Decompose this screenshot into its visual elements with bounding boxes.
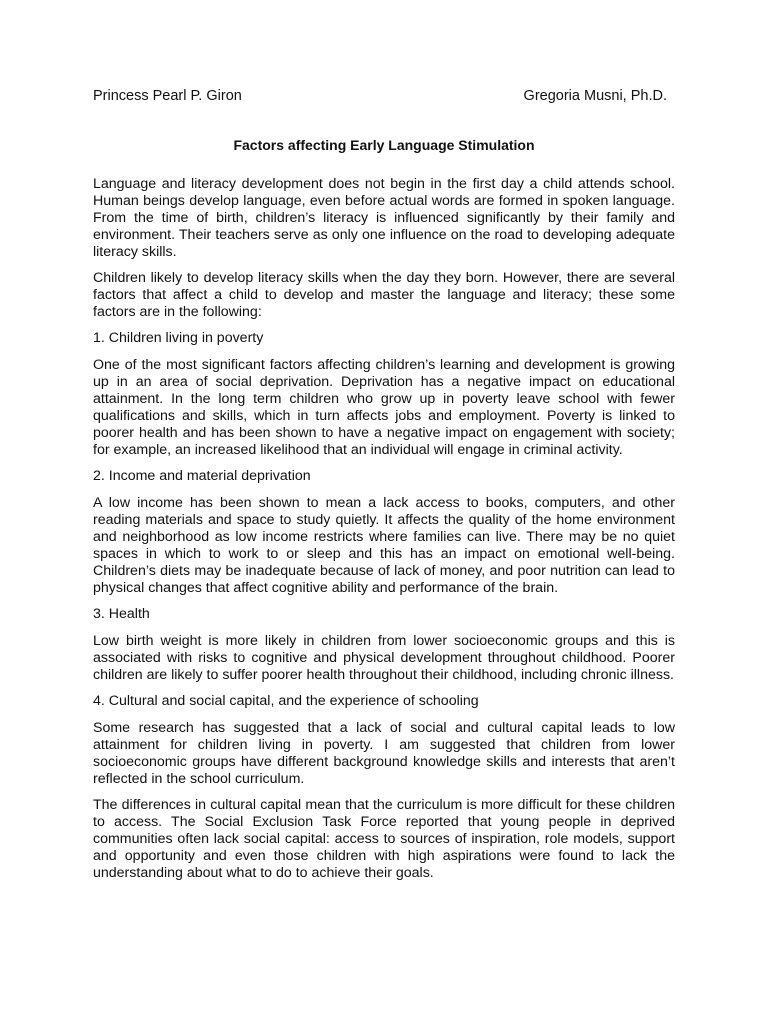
section-heading-4: 4. Cultural and social capital, and the experience of schooling [93,693,479,709]
document-body [93,176,675,891]
section-paragraph-1: One of the most significant factors affecting children’s learning and development is growing up in an area of social deprivation. Deprivation has a negative impact on educational attainment. In the long term children who grow up in poverty leave school with fewer qualifications and skills, which in turn affects jobs and employment. Poverty is linked to poorer health and has been shown to have a negative impact on engagement with society; for example, an increased likelihood that an individual will engage in criminal activity. [93,357,675,458]
section-paragraph-5: The differences in cultural capital mean that the curriculum is more difficult for these children to access. The Social Exclusion Task Force reported that young people in deprived communities often lack social capital: access to sources of inspiration, role models, support and opportunity and even those children with high aspirations were found to lack the understanding about what to do to achieve their goals. [93,797,675,881]
intro-paragraph-1: Language and literacy development does not begin in the first day a child attends school. Human beings develop language, even before actual words are formed in spoken language. From the time of birth, children’s literacy is influenced significantly by their family and environment. Their teachers serve as only one influence on the road to developing adequate literacy skills. [93,176,675,260]
author-name: Princess Pearl P. Giron [93,88,242,104]
section-heading-1: 1. Children living in poverty [93,330,264,346]
document-title: Factors affecting Early Language Stimulation [233,137,535,153]
section-paragraph-4: Some research has suggested that a lack of social and cultural capital leads to low attainment for children living in poverty. I am suggested that children from lower socioeconomic groups have different background knowledge skills and interests that aren’t reflected in the school curriculum. [93,720,675,787]
document-header [93,87,675,105]
section-heading-2: 2. Income and material deprivation [93,468,311,484]
instructor-name: Gregoria Musni, Ph.D. [523,88,667,104]
section-heading-3: 3. Health [93,606,150,622]
intro-paragraph-2: Children likely to develop literacy skills when the day they born. However, there are several factors that affect a child to develop and master the language and literacy; these some factors are in the following: [93,270,675,320]
section-paragraph-2: A low income has been shown to mean a lack access to books, computers, and other reading materials and space to study quietly. It affects the quality of the home environment and neighborhood as low income restricts where families can live. There may be no quiet spaces in which to work to or sleep and this has an impact on emotional well-being. Children’s diets may be inadequate because of lack of money, and poor nutrition can lead to physical changes that affect cognitive ability and performance of the brain. [93,495,675,596]
section-paragraph-3: Low birth weight is more likely in children from lower socioeconomic groups and this is associated with risks to cognitive and physical development throughout childhood. Poorer children are likely to suffer poorer health throughout their childhood, including chronic illness. [93,633,675,683]
